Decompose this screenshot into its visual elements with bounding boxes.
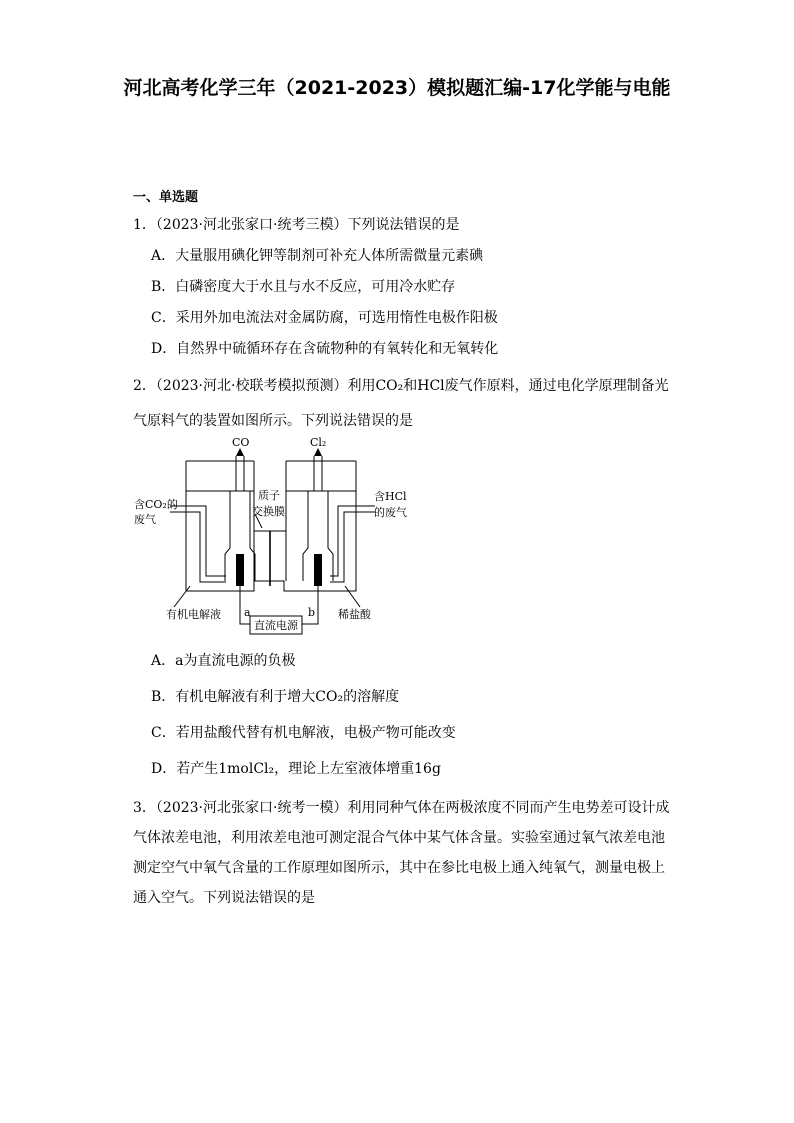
question-1-option-a <box>151 245 483 265</box>
option-text: a为直流电源的负极 <box>175 653 296 669</box>
question-2-stem <box>133 375 669 395</box>
label-right-gas-1: 含HCl <box>374 490 407 503</box>
option-text: 白磷密度大于水且与水不反应，可用冷水贮存 <box>175 279 456 295</box>
label-membrane-2: 交换膜 <box>252 505 285 518</box>
option-label: C． <box>151 310 176 326</box>
option-label: C． <box>151 725 176 741</box>
question-source: （2023·河北张家口·统考三模） <box>155 217 348 233</box>
label-left-gas-1: 含CO₂的 <box>134 498 178 511</box>
label-left-solution: 有机电解液 <box>166 608 221 621</box>
question-number: 3． <box>133 800 156 816</box>
question-number: 1． <box>133 217 156 233</box>
option-label: D． <box>151 761 177 777</box>
question-source: （2023·河北·校联考模拟预测） <box>155 378 348 394</box>
option-label: A． <box>151 248 176 264</box>
right-electrode <box>314 554 322 586</box>
co-arrow-icon <box>236 448 244 456</box>
label-b: b <box>308 606 316 619</box>
option-text: 若用盐酸代替有机电解液，电极产物可能改变 <box>175 725 456 741</box>
option-text: 大量服用碘化钾等制剂可补充人体所需微量元素碘 <box>175 248 484 264</box>
question-1-option-c <box>151 307 498 327</box>
document-title: 河北高考化学三年（2021-2023）模拟题汇编-17化学能与电能 <box>123 77 671 99</box>
right-inlet-pipe <box>330 506 375 576</box>
left-inlet-pipe <box>170 506 226 576</box>
question-2-stem-continued: 气原料气的装置如图所示。下列说法错误的是 <box>133 413 413 429</box>
option-label: B． <box>151 279 176 295</box>
question-3-line-4: 通入空气。下列说法错误的是 <box>133 890 315 906</box>
electrolysis-apparatus-diagram <box>130 436 420 636</box>
question-text: 下列说法错误的是 <box>347 217 460 233</box>
question-2-option-a <box>151 650 295 670</box>
question-3-line-3: 测定空气中氧气含量的工作原理如图所示，其中在参比电极上通入纯氧气，测量电极上 <box>133 860 665 876</box>
question-number: 2． <box>133 378 156 394</box>
vessel-outline <box>186 461 356 591</box>
question-3-stem <box>133 797 669 817</box>
question-2-option-d <box>151 758 441 778</box>
option-text: 有机电解液有利于增大CO₂的溶解度 <box>175 689 400 705</box>
question-3-line-2: 气体浓差电池，利用浓差电池可测定混合气体中某气体含量。实验室通过氧气浓差电池 <box>133 830 665 846</box>
label-cl2: Cl₂ <box>310 436 327 449</box>
label-right-gas-2: 的废气 <box>374 506 407 519</box>
cl2-arrow-icon <box>314 448 322 456</box>
option-text: 采用外加电流法对金属防腐，可选用惰性电极作阳极 <box>175 310 498 326</box>
label-co: CO <box>232 436 250 449</box>
label-membrane-1: 质子 <box>258 489 280 502</box>
label-right-solution: 稀盐酸 <box>338 608 371 621</box>
label-power-supply: 直流电源 <box>254 619 298 632</box>
section-heading: 一、单选题 <box>133 190 199 205</box>
option-label: B． <box>151 689 176 705</box>
option-label: A． <box>151 653 176 669</box>
question-2-option-c <box>151 722 456 742</box>
question-source: （2023·河北张家口·统考一模） <box>155 800 348 816</box>
label-left-gas-2: 废气 <box>134 513 156 526</box>
question-text: 利用CO₂和HCl废气作原料，通过电化学原理制备光 <box>347 378 669 394</box>
question-2-option-b <box>151 686 399 706</box>
question-text: 利用同种气体在两极浓度不同而产生电势差可设计成 <box>347 800 670 816</box>
option-text: 自然界中硫循环存在含硫物种的有氧转化和无氧转化 <box>176 341 499 357</box>
label-a: a <box>244 606 251 619</box>
question-1-stem <box>133 214 459 234</box>
question-1-option-b <box>151 276 455 296</box>
left-electrode <box>236 554 244 586</box>
option-text: 若产生1molCl₂，理论上左室液体增重16g <box>176 761 441 777</box>
question-1-option-d <box>151 338 498 358</box>
option-label: D． <box>151 341 177 357</box>
